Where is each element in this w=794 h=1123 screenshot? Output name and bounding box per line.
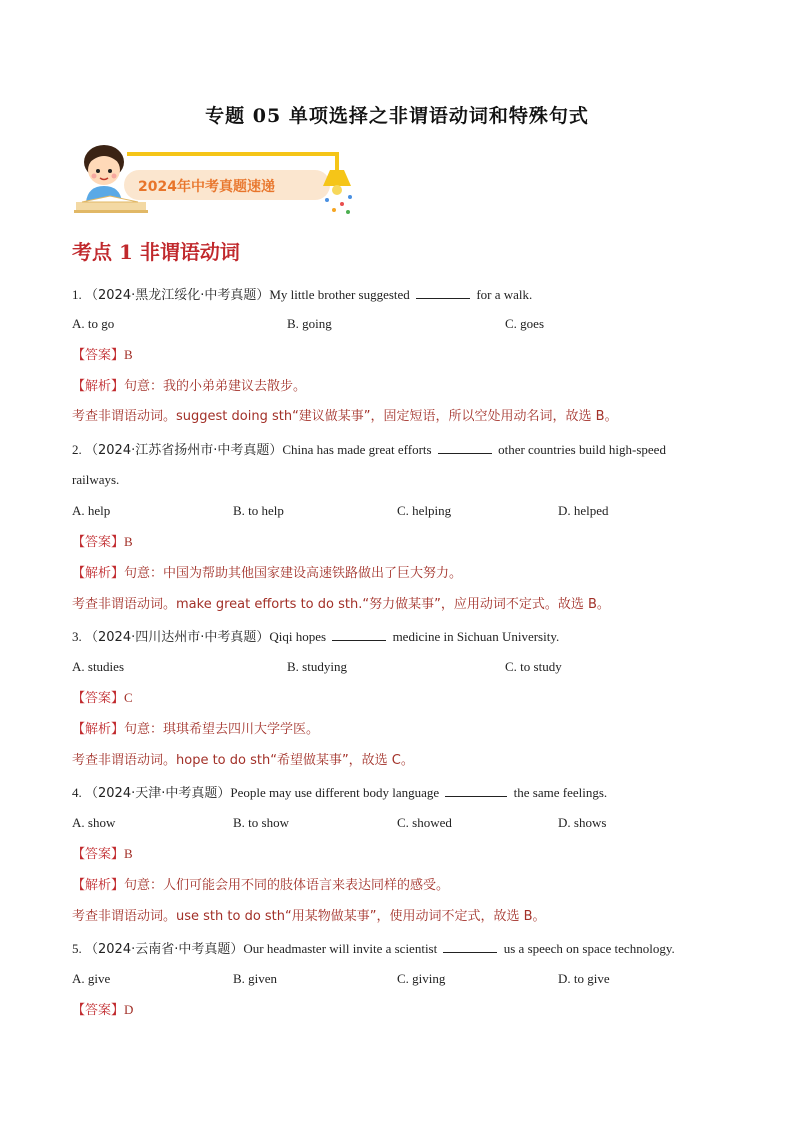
option-a: A. give [72, 971, 111, 986]
answer-value: B [124, 846, 133, 861]
option-b: B. going [287, 316, 332, 331]
option-c: C. showed [397, 815, 452, 830]
question-2-continued: railways. [72, 472, 120, 487]
analysis-line: 【解析】句意：琪琪希望去四川大学学医。 [72, 722, 320, 737]
answer-value: D [124, 1002, 134, 1017]
question-source: （2024·黑龙江绥化·中考真题） [85, 288, 270, 303]
option-c: C. giving [397, 971, 446, 986]
analysis-line: 【解析】句意：人们可能会用不同的肢体语言来表达同样的感受。 [72, 878, 450, 893]
answer-value: C [124, 690, 133, 705]
option-d: D. helped [558, 503, 609, 518]
option-c: C. helping [397, 503, 452, 518]
answer-value: B [124, 534, 133, 549]
answer-line: 【答案】D [72, 1002, 134, 1018]
answer-value: B [124, 347, 133, 362]
banner-text: 2024年中考真题速递 [138, 179, 275, 195]
banner [72, 140, 362, 220]
option-a: A. show [72, 815, 116, 830]
option-a: A. to go [72, 316, 115, 331]
analysis-line: 【解析】句意：中国为帮助其他国家建设高速铁路做出了巨大努力。 [72, 566, 463, 581]
explanation: 考查非谓语动词。suggest doing sth“建议做某事”，固定短语，所以空处用动名词，故选 B。 [72, 409, 618, 424]
answer-blank [445, 783, 507, 797]
question-1: 1. （2024·黑龙江绥化·中考真题）My little brother suggested for a walk. [72, 287, 533, 303]
answer-line: 【答案】B [72, 534, 133, 550]
answer-blank [443, 939, 497, 953]
option-b: B. given [233, 971, 278, 986]
question-source: （2024·江苏省扬州市·中考真题） [85, 443, 283, 458]
section-heading: 考点 1 非谓语动词 [72, 240, 240, 264]
explanation: 考查非谓语动词。hope to do sth“希望做某事”，故选 C。 [72, 753, 414, 768]
option-c: C. goes [505, 316, 544, 331]
question-4: 4. （2024·天津·中考真题）People may use different body language the same feelings. [72, 785, 608, 801]
option-d: D. to give [558, 971, 610, 986]
question-source: （2024·四川达州市·中考真题） [85, 630, 270, 645]
explanation: 考查非谓语动词。make great efforts to do sth.“努力做某事”，应用动词不定式。故选 B。 [72, 597, 610, 612]
question-source: （2024·天津·中考真题） [85, 786, 231, 801]
answer-line: 【答案】C [72, 690, 133, 706]
page-title: 专题 05 单项选择之非谓语动词和特殊句式 [205, 105, 589, 127]
question-3: 3. （2024·四川达州市·中考真题）Qiqi hopes medicine in Sichuan University. [72, 629, 560, 645]
option-d: D. shows [558, 815, 607, 830]
option-b: B. to help [233, 503, 284, 518]
option-c: C. to study [505, 659, 562, 674]
option-a: A. help [72, 503, 111, 518]
answer-blank [416, 285, 470, 299]
question-source: （2024·云南省·中考真题） [85, 942, 244, 957]
option-b: B. studying [287, 659, 347, 674]
question-2: 2. （2024·江苏省扬州市·中考真题）China has made great efforts other countries build high-speed [72, 442, 666, 458]
answer-line: 【答案】B [72, 347, 133, 363]
question-5: 5. （2024·云南省·中考真题）Our headmaster will invite a scientist us a speech on space technology. [72, 941, 675, 957]
answer-blank [438, 440, 492, 454]
option-a: A. studies [72, 659, 124, 674]
answer-blank [332, 627, 386, 641]
analysis-line: 【解析】句意：我的小弟弟建议去散步。 [72, 379, 307, 394]
option-b: B. to show [233, 815, 289, 830]
answer-line: 【答案】B [72, 846, 133, 862]
explanation: 考查非谓语动词。use sth to do sth“用某物做某事”，使用动词不定式，故选 B。 [72, 909, 546, 924]
